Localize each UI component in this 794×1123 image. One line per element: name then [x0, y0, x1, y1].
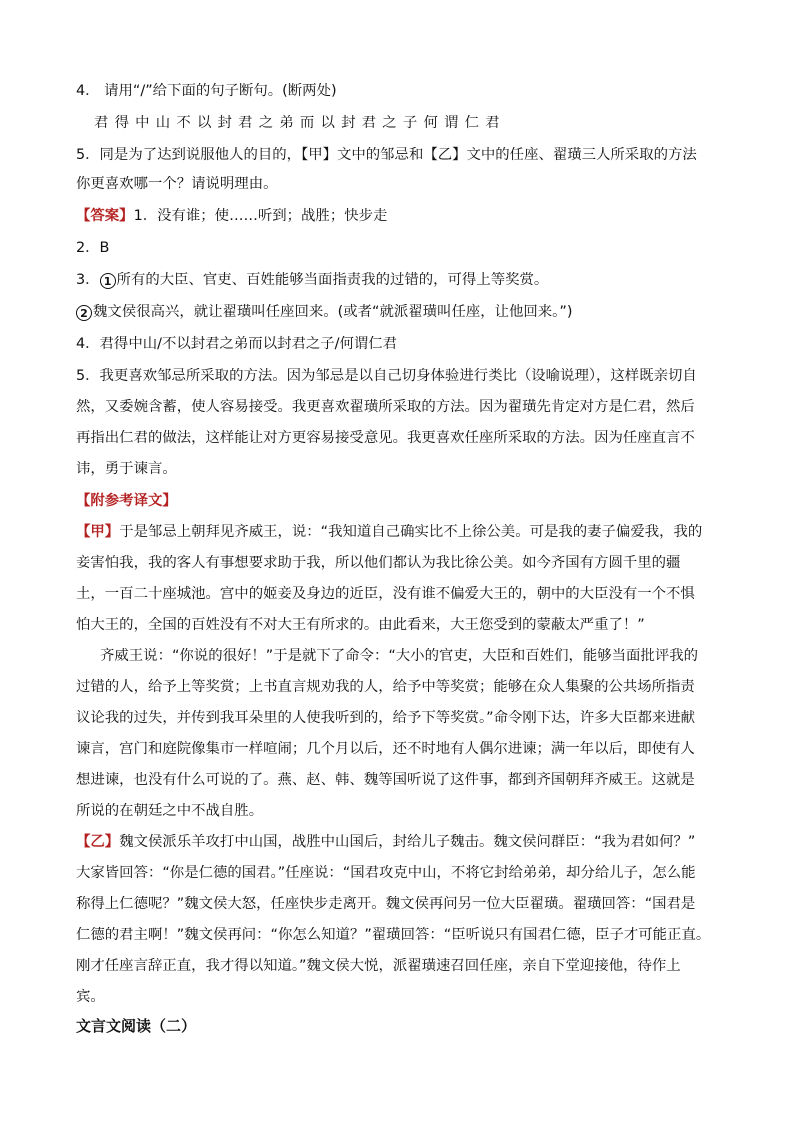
- translation-jia-para2-line: 齐威王说：“你说的很好！”于是就下了命令：“大小的官吏，大臣和百姓们，能够当面批评我的: [100, 648, 698, 664]
- translation-jia-para2-line: 想进谏，也没有什么可说的了。燕、赵、韩、魏等国听说了这件事，都到齐国朝拜齐威王。这就是: [76, 772, 695, 788]
- translation-jia-line: 土，一百二十座城池。宫中的姬妾及身边的近臣，没有谁不偏爱大王的，朝中的大臣没有一个不惧: [76, 586, 695, 602]
- jia-label: 【甲】: [76, 524, 120, 540]
- translation-jia-line: 【甲】于是邹忌上朝拜见齐威王，说：“我知道自己确实比不上徐公美。可是我的妻子偏爱我，我的: [76, 524, 703, 540]
- answer-2: 2．B: [76, 240, 110, 256]
- translation-yi-line: 刚才任座言辞正直，我才得以知道。”魏文侯大悦，派翟璜速召回任座，亲自下堂迎接他，待作上: [76, 958, 681, 974]
- translation-jia-para2-line: 过错的人，给予上等奖赏；上书直言规劝我的人，给予中等奖赏；能够在众人集聚的公共场所指责: [76, 679, 695, 695]
- answer-5-line: 讳，勇于谏言。: [76, 461, 177, 477]
- circled-number-2: 2: [76, 305, 92, 321]
- translation-label: 【附参考译文】: [76, 493, 177, 509]
- answer-label: 【答案】: [76, 208, 134, 224]
- translation-yi-line: 仁德的君主啊！”魏文侯再问：“你怎么知道？”翟璜回答：“臣听说只有国君仁德，臣子才可能正直。: [76, 927, 711, 943]
- translation-yi-line: 【乙】魏文侯派乐羊攻打中山国，战胜中山国后，封给儿子魏击。魏文侯问群臣：“我为君如何？”: [76, 834, 696, 850]
- yi-label: 【乙】: [76, 834, 120, 850]
- translation-yi-line: 大家皆回答：“你是仁德的国君。”任座说：“国君攻克中山，不将它封给弟弟，却分给儿子，怎么能: [76, 865, 696, 881]
- question-5-line-1: 5．同是为了达到说服他人的目的，【甲】文中的邹忌和【乙】文中的任座、翟璜三人所采取的方法: [76, 147, 697, 163]
- question-4-sentence: 君得中山不以封君之弟而以封君之子何谓仁君: [94, 115, 506, 131]
- answer-1: 【答案】1．没有谁；使……听到；战胜；快步走: [76, 208, 388, 224]
- section-heading: 文言文阅读（二）: [76, 1017, 197, 1035]
- translation-jia-line: 怕大王的，全国的百姓没有不对大王有所求的。由此看来，大王您受到的蒙蔽太严重了！”: [76, 617, 645, 633]
- translation-yi-line: 称得上仁德呢？”魏文侯大怒，任座快步走离开。魏文侯再问另一位大臣翟璜。翟璜回答：“国君是: [76, 896, 696, 912]
- translation-yi-line: 宾。: [76, 989, 105, 1005]
- circled-number-1: 1: [100, 273, 116, 289]
- question-5-line-2: 你更喜欢哪一个？请说明理由。: [76, 176, 278, 192]
- translation-jia-line: 妾害怕我，我的客人有事想要求助于我，所以他们都认为我比徐公美。如今齐国有方圆千里的疆: [76, 555, 681, 571]
- answer-3-1: 3． 1 所有的大臣、官吏、百姓能够当面指责我的过错的，可得上等奖赏。: [76, 272, 549, 288]
- answer-3-2: 2 魏文侯很高兴，就让翟璜叫任座回来。(或者“就派翟璜叫任座，让他回来。”): [76, 302, 572, 322]
- answer-5-line: 5．我更喜欢邹忌所采取的方法。因为邹忌是以自己切身体验进行类比（设喻说理），这样既亲切自: [76, 368, 697, 384]
- answer-5-line: 然，又委婉含蓄，使人容易接受。我更喜欢翟璜所采取的方法。因为翟璜先肯定对方是仁君，然后: [76, 399, 695, 415]
- translation-jia-para2-line: 谏言，宫门和庭院像集市一样喧闹；几个月以后，还不时地有人偶尔进谏；满一年以后，即使有人: [76, 741, 695, 757]
- answer-5-line: 再指出仁君的做法，这样能让对方更容易接受意见。我更喜欢任座所采取的方法。因为任座直言不: [76, 430, 695, 446]
- question-4: 4． 请用“/”给下面的句子断句。(断两处): [76, 83, 337, 99]
- translation-jia-para2-line: 所说的在朝廷之中不战自胜。: [76, 803, 264, 819]
- answer-4: 4．君得中山/不以封君之弟而以封君之子/何谓仁君: [76, 336, 398, 352]
- translation-jia-para2-line: 议论我的过失，并传到我耳朵里的人使我听到的，给予下等奖赏。”命令刚下达，许多大臣都来进献: [76, 710, 696, 726]
